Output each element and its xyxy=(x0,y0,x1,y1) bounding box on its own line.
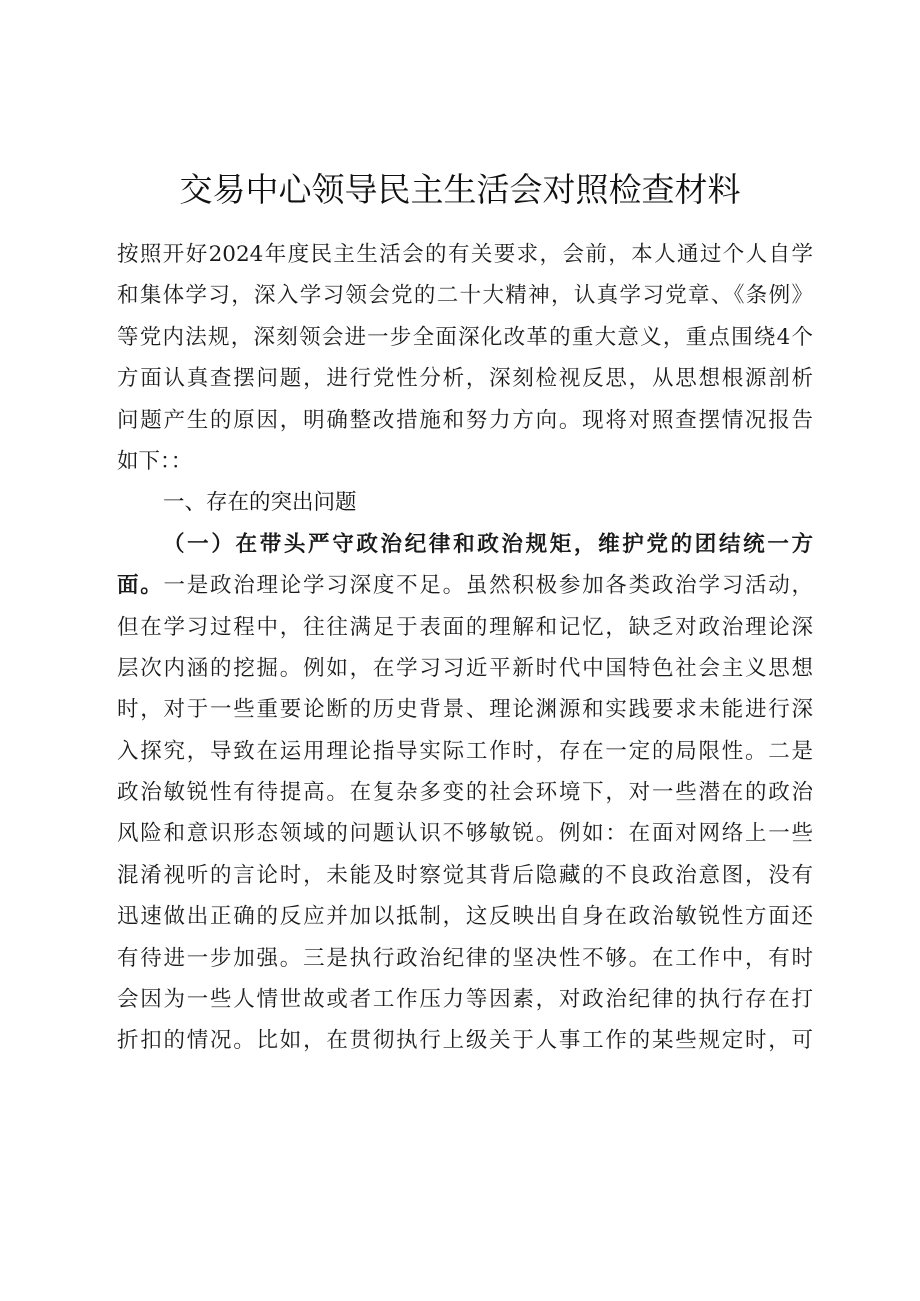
intro-line: 等党内法规，深刻领会进一步全面深化改革的重大意义，重点围绕4个 xyxy=(117,324,813,350)
paragraph-line: 入探究，导致在运用理论指导实际工作时，存在一定的局限性。二是 xyxy=(117,738,813,764)
paragraph-line: 会因为一些人情世故或者工作压力等因素，对政治纪律的执行存在打 xyxy=(117,987,813,1013)
paragraph-line: 折扣的情况。比如，在贯彻执行上级关于人事工作的某些规定时，可 xyxy=(117,1028,813,1054)
subsection-heading: （一）在带头严守政治纪律和政治规矩，维护党的团结统一方 xyxy=(163,531,813,557)
intro-line: 问题产生的原因，明确整改措施和努力方向。现将对照查摆情况报告 xyxy=(117,407,813,433)
intro-paragraph xyxy=(117,234,813,482)
intro-line: 和集体学习，深入学习领会党的二十大精神，认真学习党章、《条例》 xyxy=(117,283,813,309)
intro-line: 如下：： xyxy=(117,448,193,474)
paragraph-line: 政治敏锐性有待提高。在复杂多变的社会环境下，对一些潜在的政治 xyxy=(117,780,813,806)
section-heading: 一、存在的突出问题 xyxy=(163,490,357,516)
paragraph-line: 混淆视听的言论时，未能及时察觉其背后隐藏的不良政治意图，没有 xyxy=(117,862,813,888)
paragraph-line: 时，对于一些重要论断的历史背景、理论渊源和实践要求未能进行深 xyxy=(117,697,813,723)
subsection-paragraph xyxy=(117,524,813,1062)
paragraph-line xyxy=(117,565,813,606)
document-body xyxy=(117,234,813,1062)
document-title: 交易中心领导民主生活会对照检查材料 xyxy=(179,170,741,209)
paragraph-line: 风险和意识形态领域的问题认识不够敏锐。例如：在面对网络上一些 xyxy=(117,821,813,847)
intro-line: 按照开好2024年度民主生活会的有关要求，会前，本人通过个人自学 xyxy=(117,242,813,267)
subsection-heading-end: 面。 xyxy=(117,573,164,599)
paragraph-line: 迅速做出正确的反应并加以抵制，这反映出自身在政治敏锐性方面还 xyxy=(117,904,813,930)
intro-line: 方面认真查摆问题，进行党性分析，深刻检视反思，从思想根源剖析 xyxy=(117,366,813,392)
paragraph-text: 一是政治理论学习深度不足。虽然积极参加各类政治学习活动， xyxy=(163,573,813,599)
paragraph-line: 有待进一步加强。三是执行政治纪律的坚决性不够。在工作中，有时 xyxy=(117,945,813,971)
paragraph-line: 但在学习过程中，往往满足于表面的理解和记忆，缺乏对政治理论深 xyxy=(117,614,813,640)
paragraph-line: 层次内涵的挖掘。例如，在学习习近平新时代中国特色社会主义思想 xyxy=(117,655,813,681)
